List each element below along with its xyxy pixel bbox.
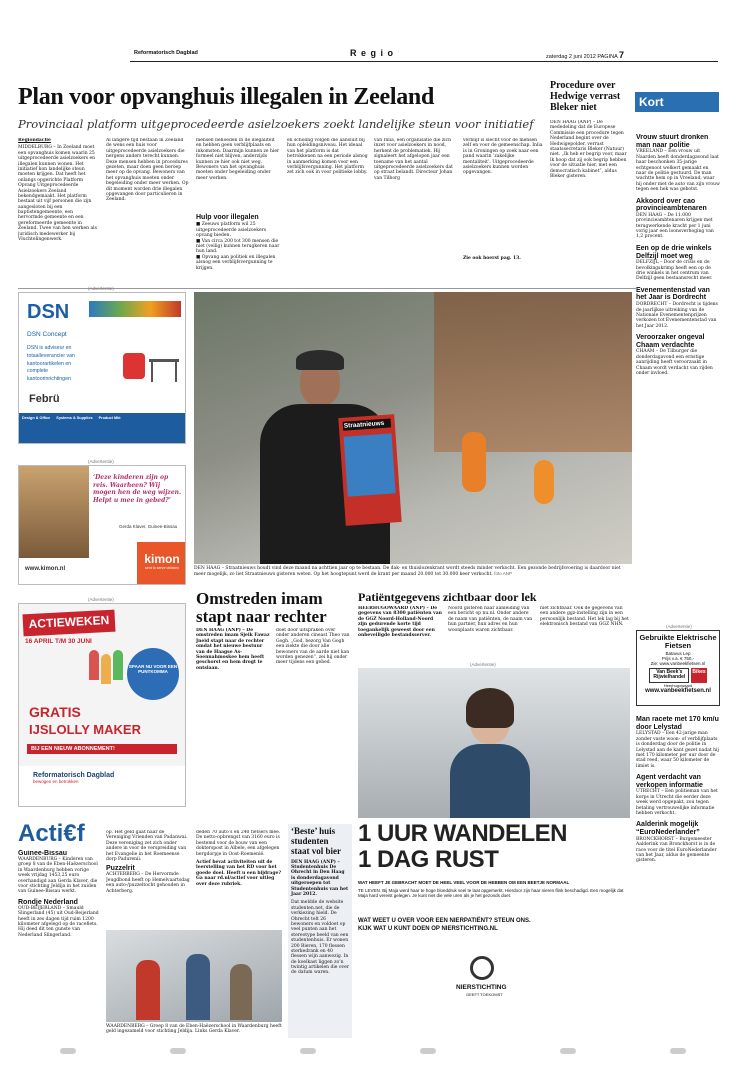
kort-item-title: Evenementenstad van het Jaar is Dordrecht xyxy=(636,286,710,302)
fietsen-zie: Zie: www.vanbeekfietsen.nl xyxy=(650,660,706,666)
print-mark xyxy=(60,1048,76,1054)
ad-fietsen[interactable] xyxy=(636,630,720,706)
kort-item-title: Akkoord over cao provincieambtenaren xyxy=(636,197,707,213)
page-date xyxy=(546,50,624,60)
fietsen-place: Heerhugowaard xyxy=(663,682,693,688)
kort-item xyxy=(636,287,720,329)
date-text: zaterdag 2 juni 2012 xyxy=(546,54,596,60)
kort2-column xyxy=(636,716,720,1036)
kort-item-title: Een op de drie winkels Delfzijl moet weg xyxy=(636,244,712,260)
wandelen-cta2[interactable]: KIJK WAT U KUNT DOEN OP NIERSTICHTING.NL xyxy=(358,926,498,932)
side-story-title: Procedure over Hedwige verrast Bleker niet xyxy=(550,80,621,113)
kort-item xyxy=(636,334,720,376)
lead-subhead: Provinciaal platform uitgeprocedeerde asielzoekers zoekt landelijke steun voor initiatief xyxy=(18,117,534,131)
dsn-photo-strip xyxy=(89,301,181,317)
kort2-item xyxy=(636,821,720,863)
actieweken-product: IJSLOLLY MAKER xyxy=(29,722,141,737)
photo-caption xyxy=(194,566,632,578)
imam-col-1: DEN HAAG (ANP) – De omstreden imam Sjeik Fawaz Jneid stapt naar de rechter omdat het nieuwe bestuur van de Haagse As-Soennahmoskee hem heeft geschorst en hem drogt te ontslaan. xyxy=(196,628,270,671)
kimon-quote: ‘Deze kinderen zijn op reis. Waarheen? Wij mogen hen de weg wijzen. Helpt u mee in gebed?’ xyxy=(93,474,182,504)
dsn-footer-item: Design & Office xyxy=(22,416,51,420)
actief-col-3 xyxy=(196,830,282,930)
actief-photo xyxy=(106,930,282,1022)
wandelen-lead: WAT HEEFT JE GEBRACHT MOET DE HEEL VEEL VOOR DE HEBBEN OM EEN BEETJE NORMAAL xyxy=(358,880,570,885)
fietsen-logo-row xyxy=(637,668,719,683)
lead-headline: Plan voor opvanghuis illegalen in Zeeland xyxy=(18,84,435,110)
actieweken-stamp: SPAAR NU VOOR EEN PUNTKOMMA xyxy=(127,648,179,700)
studenten-body: Dat meldde de website studenten.net, die de verkiezing hield. De Ohrecht telt 26 bewoners en voldoet op veel punten aan het stereotype beeld van een studentenhuis. Er wonen 200 Bieren, 170 flessen sterkedrank en 40 flessen wijn aanwezig. In de koelkast liggen zo’n twintig artikelen die over de datum waren. xyxy=(291,900,349,976)
patient-col-1: HEERHUGOWAARD (ANP) – De gegevens van 8300 patiënten van de GGZ Noord-Holland-Noord zijn gedurende korte tijd toegankelijk geweest door een onbeveiligde bestandsserver. xyxy=(358,606,442,638)
info-box xyxy=(196,214,281,271)
woman-photo xyxy=(358,668,630,818)
kort-item xyxy=(636,245,720,282)
actief-col-1 xyxy=(18,850,102,1040)
lead-col6-tail: Zie ook boerst pag. 13. xyxy=(463,256,521,261)
actief-loc1: Guinee-Bissau xyxy=(18,850,68,857)
lead-col-6 xyxy=(463,138,543,283)
lead-col-3 xyxy=(196,138,281,283)
fietsen-bikes: Bikes xyxy=(691,668,706,683)
wandelen-line2: 1 DAG RUST xyxy=(358,846,499,873)
studenten-title: ‘Beste’ huis studenten staat vol bier xyxy=(291,826,341,856)
fietsen-url[interactable]: www.vanbeekfietsen.nl xyxy=(645,687,711,694)
info-box-item: ■ Opvang aan politiek en illegalen alsnog een verblijfsvergunning te krijgen. xyxy=(196,254,276,271)
dsn-footer-item: Product Mkt xyxy=(98,416,121,420)
kort-item-body: CHAAM – De Tilburger die donderdagavond een ernstige aanrijding heeft veroorzaakt in Chaam wordt verdacht van rijden onder invloed. xyxy=(636,349,713,377)
man-cap xyxy=(296,350,344,370)
ad-label: (Advertentie) xyxy=(666,624,692,629)
actieweken-footer xyxy=(19,766,186,807)
nierstichting-logo-sub: GEEFT TOEKOMST xyxy=(466,992,503,997)
patient-col-3: niet zichtbaar. Ook de gegevens van een andere ggz-instelling zijn in een persoonlijk bestand. Het lek lag bij het elektronisch bestand van GGZ NHN. xyxy=(540,606,629,628)
studenten-box xyxy=(288,824,352,1038)
bystander-orange-2 xyxy=(534,460,554,504)
info-box-item-text: Van circa 200 tot 300 mensen die niet (veilig) kunnen terugkeren naar hun land. xyxy=(196,238,280,255)
actief-col2-text: op. Het geld gaat naar de Vereniging Vrienden van Padanwai. Deze vereniging zet zich onder andere in voor de verspreiding van het Evangelie in het Roemeense dorp Padurenii. xyxy=(106,830,188,862)
lead-byline: Regiondaclie xyxy=(18,138,51,143)
actieweken-banner xyxy=(22,610,115,637)
kort-item-title: Veroorzaker ongeval Chaam verdachte xyxy=(636,334,705,349)
newspaper-sign xyxy=(338,414,401,526)
actief-loc2: Rondje Nederland xyxy=(18,898,78,906)
page-number: 7 xyxy=(618,50,624,60)
kort-item xyxy=(636,198,720,240)
dsn-logo: DSN xyxy=(27,301,70,323)
print-mark xyxy=(420,1048,436,1054)
lead-col-1 xyxy=(18,138,98,283)
header-rule xyxy=(130,61,718,62)
ice-lolly-image xyxy=(79,650,129,698)
kimon-children-photo xyxy=(19,466,89,558)
info-box-item-text: Zeeuws platform wil 25 uitgeprocedeerde asielzoekers opvang bieden. xyxy=(196,222,267,239)
kimon-author: Gerda Klaver, Guinee-Bissau xyxy=(119,524,178,529)
kort-item-body: VREELAND – Een vrouw uit Naarden heeft donderdagavond laat haar beschonken 35-jarige echtgenoot welkert gemaakt en naar de politie gestuurd. De man wachtte hem op in Vreeland, waar hij onder met de auto van zijn vrouw tegen een hek was gebotst. xyxy=(636,149,720,193)
kimon-logo-sub: sent to serve children xyxy=(144,566,180,570)
print-mark xyxy=(560,1048,576,1054)
fietsen-price: Prijs v.a. € 750,- xyxy=(661,655,695,661)
actief-call: Actief bevat activiteiten uit de leerstelling van het RD voor het goede doel. Heeft u een bijdrage? Ga naar rd.nl/actief voor uitleg over deze rubriek. xyxy=(196,859,281,887)
ad-label: (Advertentie) xyxy=(88,286,114,291)
actief-logo: Acti€f xyxy=(18,820,85,847)
actief-text2: OUD-BEIJERLAND – Smauld Slingerland (45) uit Oud-Beijerland heeft in zes dagen tijd ruim 1200 kilometer afgelegd op de racefiets. Hij deed dit ten gunste van Nederland Slingerland. xyxy=(18,905,99,938)
masthead-paper: Reformatorisch Dagblad xyxy=(134,50,198,56)
nierstichting-logo: NIERSTICHTING xyxy=(456,984,507,991)
main-photo xyxy=(194,292,632,564)
nierstichting-logo-icon xyxy=(470,956,494,980)
lead-col-5: van Inlia, een organisatie die zich inzet voor asielzoekers in nood, herkent de problematiek. Hij signaleert het afgelopen jaar een toename van het aantal uitgeprocedeerde asielzoekers dat op straat belandt. Directeur Johan van Tilborg xyxy=(374,138,453,181)
actief-col3-text: deden 70 auto’s en 240 fietsers mee. De netto-opbrengst van 3160 euro is bestemd voor de bouw van een dokterspost in Albele, een afgelegen bergdorpje in Oost-Roemenië. xyxy=(196,830,281,857)
fietsen-brand: Batavus Lep xyxy=(665,650,691,656)
actieweken-dates: 16 APRIL T/M 30 JUNI xyxy=(25,638,92,645)
actief-text1: WAARDENBURG – Kinderen van groep 8 van de Eben-Haëzerschool in Waardenburg hebben vorige week vrijdag 1453,25 euro overhandigd aan Gerda Klaver, die voor stichting Jeldija in het zuiden van Guinee-Bissau werkt. xyxy=(18,857,98,895)
ad-nierstichting[interactable] xyxy=(358,668,630,1040)
dsn-concept: DSN Concept xyxy=(27,331,67,338)
side-story-body: DEN HAAG (ANP) – De mededeling dat de Europese Commissie een procedure tegen Nederland begint over de Hedwigepolder, verrast staatssecretaris Bleker (Natuur) niet. „Ik heb er begrip voor, maar ik hoop dat zij ook begrip hebben voor de situatie hier, met een democratisch kabinet”, aldus Bleker gisteren. xyxy=(550,120,627,179)
actief-col-2 xyxy=(106,830,190,930)
kort-column xyxy=(636,134,720,594)
kort2-item-title: Man racete met 170 km/u door Lelystad xyxy=(636,716,719,731)
kort-item-title: Vrouw stuurt dronken man ​naar politie xyxy=(636,134,709,149)
actieweken-footer-sub: bewogen en betrokken xyxy=(33,779,79,784)
ad-dsn[interactable] xyxy=(18,292,186,444)
info-box-item: ■ Zeeuws platform wil 25 uitgeprocedeerde asielzoekers opvang bieden. xyxy=(196,222,267,239)
kort-item-body: DEN HAAG – De 11.000 provincieambtenaren krijgen met terugwerkende kracht per 1 juni vorig jaar een loonsverhoging van 1,2 procent. xyxy=(636,212,714,240)
wandelen-body: TE LEVEN. Bij Maja werd haar te hoge bloeddruk veel te laat opgemerkt. Hierdoor zijn haar nieren flink beschadigd. Een mogelijk dat Maja hard vereist gelegen. Je kunt niet die vele uren als je het gezonds doet. xyxy=(358,888,624,899)
ad-kimon[interactable] xyxy=(18,465,186,585)
studenten-lede: DEN HAAG (ANP) – Studentenhuis De Ohrecht in Den Haag is donderdagavond uitgeroepen tot Studentenhuis van het Jaar 2012. xyxy=(291,859,349,898)
office-chair-image xyxy=(115,333,181,389)
print-mark xyxy=(300,1048,316,1054)
kort2-item xyxy=(636,774,720,816)
actief-puzzle-title: Puzzelrit xyxy=(106,865,135,873)
dsn-desc: DSN is adviseur en totaalleverancier van kantoorartikelen en complete kantoorinrichtingen xyxy=(27,345,75,383)
ad-label: (Advertentie) xyxy=(88,459,114,464)
imam-col-2: doet door uitspraken over onder anderen cineast Theo van Gogh. „God, bezorg Van Gogh een ziekte die door alle bewoners van de aarde niet kan worden genezen”, zei hij onder meer tijdens een gebed. xyxy=(276,628,350,666)
actieweken-offer: BIJ EEN NIEUW ABONNEMENT! xyxy=(27,744,177,754)
kort2-item-body: LELYSTAD – Een 42-jarige man zonder vaste woon- of verblijfplaats is donderdag door de politie in Lelystad aan de kant gezet nadat hij met 170 kilometer per uur door de stad reed, waar 50 kilometer de limiet is. xyxy=(636,731,719,769)
kort-item xyxy=(636,134,720,193)
dsn-footer-item: Systems & Supplies xyxy=(56,416,93,420)
info-box-title: Hulp voor illegalen xyxy=(196,214,259,221)
actieweken-title: ACTIEWEKEN xyxy=(28,612,110,632)
kort2-item-body: BRONCKHORST – Burgemeester Aalderink van Bronckhorst is in de race voor de titel EuroNederlander van het Jaar, aldus de gemeente gisteren. xyxy=(636,836,717,864)
info-box-item: ■ Van circa 200 tot 300 mensen die niet (veilig) kunnen terugkeren naar hun land. xyxy=(196,238,280,255)
ad-label: (Advertentie) xyxy=(88,597,114,602)
building-shape xyxy=(434,292,632,452)
lead-col-2: Al langere tijd bestaan in Zeeland de wens een huis voor uitgeprocedeerde asielzoekers die nergens anders terecht kunnen. Deze mensen hebben in procedures gezeten, maar doen geen beroep meer op de opvang. Bewoners van het opvanghuis moeten onder begeleiding onder meer werken. Op dit moment worden drie illegalen opgevangen door particulieren in Zeeland. xyxy=(106,138,189,203)
print-mark xyxy=(170,1048,186,1054)
kort2-item-title: Agent verdacht van verkopen informatie xyxy=(636,774,703,789)
kort2-item-body: UTRECHT – Een politieman van het korps in Utrecht die eerder deze week werd opgepakt, zou tegen betaling vertrouwelijke informatie hebben verkocht. xyxy=(636,789,718,817)
lead-col1-text: MIDDELBURG – In Zeeland moet een opvanghuis komen waarin 25 uitgeprocedeerde asielzoekers en illegalen kunnen wonen. Het initiatief kon landelijke steun moeten krijgen. Dat heeft het onlangs opgerichte Platform Opvang Uitgeprocedeerde Asielzoekers Zeeland bekendgemaakt. Het platform bestaat uit vijf personen die zijn aangesloten bij een baptistengemeente, een hervormde gemeente en een gereformeerde gemeente in Zeeland. Twee van hen werken als juridisch medewerker bij Vluchtelingenwerk. xyxy=(18,145,97,243)
kort-item-body: DORDRECHT – Dordrecht is tijdens de jaarlijkse uitreiking van de Nationale Evenementenprijzen verkozen tot Evenementenstad van het Jaar 2012. xyxy=(636,302,718,329)
print-mark xyxy=(670,1048,686,1054)
kimon-logo: kimon xyxy=(144,552,180,566)
kort-label: Kort xyxy=(635,92,719,112)
fietsen-name: Van Beek’s Rijwielhandel xyxy=(649,668,689,683)
wandelen-line1: 1 UUR WANDELEN xyxy=(358,820,568,847)
photo-credit: foto ANP xyxy=(494,571,512,577)
photo-caption-text: DEN HAAG – Straatnieuws houdt vind deze maand na achttien jaar op te bestaan. De dak- en thuislozenkrant wordt steeds minder verkocht. Een gezonde bedrijfsvoering is daardoor niet meer mogelijk, zo liet Straatnieuws gisteren weten. Op het hoogtepunt werd de krant per maand 20.000 tot 30.000 keer verkocht. xyxy=(194,566,621,578)
kort2-item xyxy=(636,716,720,769)
wandelen-cta1: WAT WEET U OVER VOOR EEN NIERPATIËNT? STEUN ONS. xyxy=(358,918,531,924)
lead-col-4: en scholing volgen die aansluit bij hun opleidingsniveau. Het ideaal van het platform is dat betrokkenen na een periode alsnog in aanmerking komen voor een verblijfsvergunning. Het platform zet zich ook in voor politieke lobby. xyxy=(287,138,368,176)
imam-title: Omstreden imam stapt naar rechter xyxy=(196,589,327,626)
lead-col3-text: mensen behoeden in de illegaliteit en hebben geen verblijfplaats en inkomsten. Daarmijn kunnen ze hier formeel niet blijven, anderzijds kunnen ze hier ook niet weg. Bewoners van het opvanghuis moeten onder begeleiding onder meer werken. xyxy=(196,138,280,181)
kimon-logo-box xyxy=(137,542,186,585)
ad-actieweken[interactable] xyxy=(18,603,186,807)
bystander-orange-1 xyxy=(462,432,486,492)
dsn-footer xyxy=(19,413,186,444)
fietsen-title: Gebruikte Elektrische Fietsen xyxy=(639,633,717,651)
lead-col6-text: verblijf is slecht voor de mensen zelf en voor de gemeenschap. Inlia is in Groningen op zoek naar een pand waarin ‘zakelijke mentaliteit’. Uitgeprocedeerde asielzoekers kunnen worden opgevangen. xyxy=(463,138,543,176)
kort-item-body: DELFZIJL – Door de crisis en de bevolkingskrimp heeft een op de drie winkels in het centrum van Delfzijl geen bestaansrecht meer. xyxy=(636,260,713,282)
actieweken-gratis: GRATIS xyxy=(29,704,81,720)
info-box-item-text: Opvang aan politiek en illegalen alsnog een verblijfsvergunning te krijgen. xyxy=(196,254,276,271)
actief-photo-caption: WAARDENBERG – Groep 8 van de Eben-Haëzerschool in Waardenburg heeft geld ingezameld voor stichting Jeldija. Links Gerda Klaver. xyxy=(106,1024,282,1035)
section-title: R e g i o xyxy=(350,48,395,58)
febru-logo: Febrü xyxy=(29,393,60,405)
newspaper-sign-title: Straatnieuws xyxy=(343,418,392,430)
patient-title: Patiëntgegevens zichtbaar door lek xyxy=(358,590,537,604)
kort2-item-title: Aalderink mogelijk “EuroNederlander” xyxy=(636,821,700,837)
actieweken-footer-title: Reformatorisch Dagblad xyxy=(33,772,115,779)
actief-puzzle-text: ACHTERBERG – De Hervormde Jeugdbond heeft op Hemelvaartsdag een auto-/puzzeltocht gehouden in Achterberg. xyxy=(106,872,190,894)
ad-label: (Advertentie) xyxy=(470,662,496,667)
page-label: PAGINA xyxy=(597,54,618,60)
patient-col-2: Noord gisteren naar aanleiding van een bericht op nu.nl. Onder andere de naam van patiënten, de naam van hun partner, hun adres en hun woonplaats waren zichtbaar. xyxy=(448,606,533,633)
kimon-url[interactable]: www.kimon.nl xyxy=(25,566,66,572)
